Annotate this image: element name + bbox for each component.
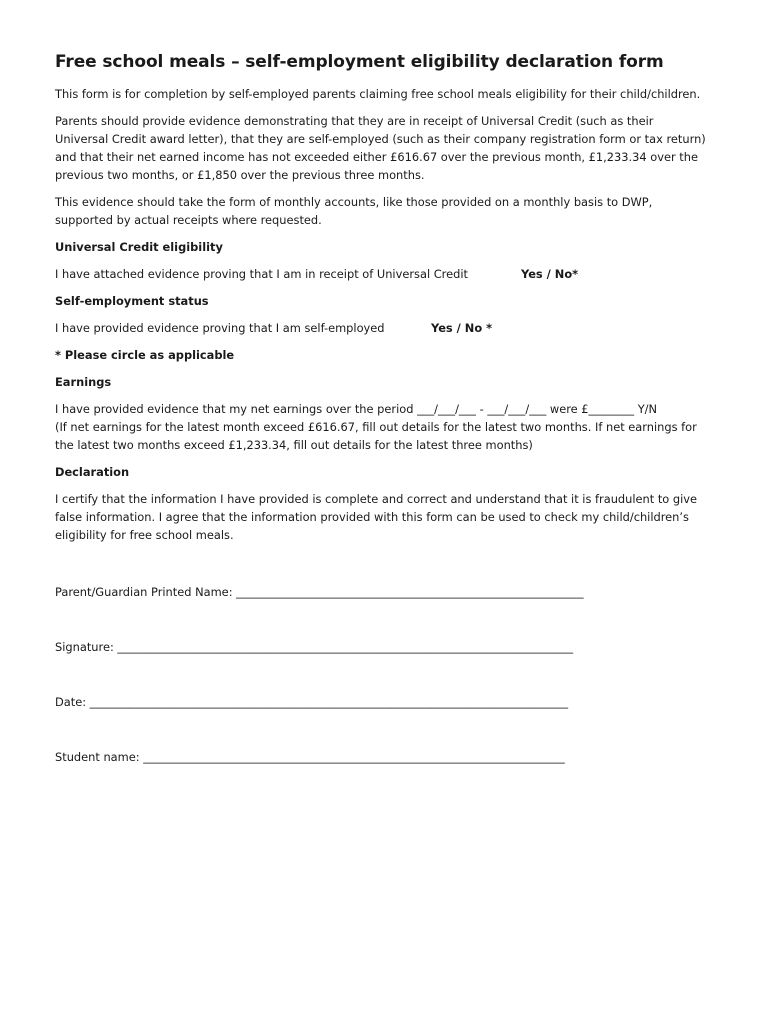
evidence-line: and that their net earned income has not exceeded either £616.67 over the previous month, £1,233.34 over the xyxy=(55,150,698,164)
declaration-paragraph xyxy=(55,490,710,544)
signature-field[interactable]: Signature: ________________________________________________________________________________ xyxy=(55,640,574,654)
form-page xyxy=(55,52,710,553)
self-employment-heading: Self-employment status xyxy=(55,294,209,308)
uc-row xyxy=(55,265,710,283)
monthly-line: This evidence should take the form of monthly accounts, like those provided on a monthly basis to DWP, xyxy=(55,195,653,209)
earnings-heading: Earnings xyxy=(55,375,112,389)
circle-note: * Please circle as applicable xyxy=(55,348,235,362)
monthly-accounts-paragraph xyxy=(55,193,710,229)
uc-yes-no[interactable]: Yes / No* xyxy=(521,267,579,281)
earnings-line[interactable]: I have provided evidence that my net earnings over the period ___/___/___ - ___/___/___ were £________ Y/N xyxy=(55,402,658,416)
monthly-line: supported by actual receipts where requested. xyxy=(55,213,322,227)
intro-text: This form is for completion by self-employed parents claiming free school meals eligibility for their child/children. xyxy=(55,87,701,101)
declaration-line: false information. I agree that the information provided with this form can be used to check my child/children’s xyxy=(55,510,689,524)
evidence-paragraph xyxy=(55,112,710,184)
declaration-line: eligibility for free school meals. xyxy=(55,528,234,542)
earnings-line: the latest two months exceed £1,233.34, fill out details for the latest three months) xyxy=(55,438,533,452)
form-title: Free school meals – self-employment eligibility declaration form xyxy=(55,52,664,72)
declaration-heading: Declaration xyxy=(55,465,130,479)
date-field[interactable]: Date: ____________________________________________________________________________________ xyxy=(55,695,569,709)
self-employment-yes-no[interactable]: Yes / No * xyxy=(431,321,493,335)
uc-statement: I have attached evidence proving that I am in receipt of Universal Credit xyxy=(55,267,468,281)
evidence-line: previous two months, or £1,850 over the previous three months. xyxy=(55,168,425,182)
student-name-field[interactable]: Student name: __________________________________________________________________________ xyxy=(55,750,565,764)
declaration-line: I certify that the information I have provided is complete and correct and understand that it is fraudulent to give xyxy=(55,492,698,506)
evidence-line: Universal Credit award letter), that they are self-employed (such as their company registration form or tax return) xyxy=(55,132,706,146)
parent-name-field[interactable]: Parent/Guardian Printed Name: _____________________________________________________________ xyxy=(55,585,584,599)
uc-heading: Universal Credit eligibility xyxy=(55,240,223,254)
self-employment-statement: I have provided evidence proving that I am self-employed xyxy=(55,321,385,335)
evidence-line: Parents should provide evidence demonstrating that they are in receipt of Universal Credit (such as their xyxy=(55,114,654,128)
earnings-paragraph xyxy=(55,400,710,454)
self-employment-row xyxy=(55,319,710,337)
earnings-line: (If net earnings for the latest month exceed £616.67, fill out details for the latest two months. If net earnings for xyxy=(55,420,697,434)
